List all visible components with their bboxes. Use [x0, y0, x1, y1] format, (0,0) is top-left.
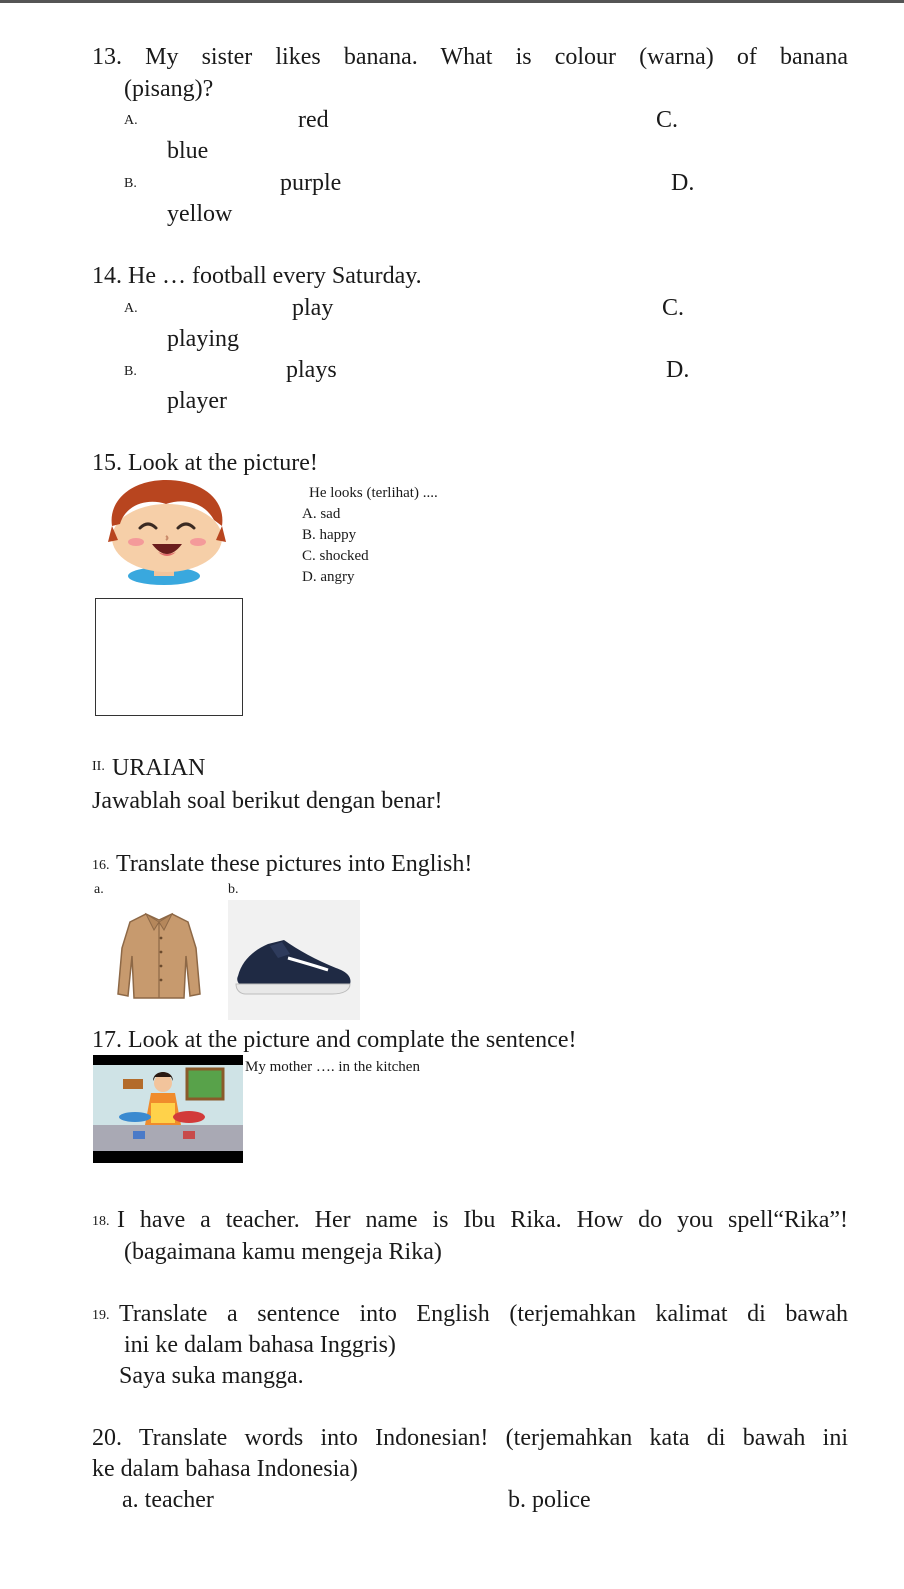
- section-instruction: Jawablah soal berikut dengan benar!: [92, 788, 443, 814]
- q14-option-c-letter: C.: [662, 295, 685, 321]
- q13-option-c-text[interactable]: blue: [167, 138, 209, 164]
- q15-option-d[interactable]: D. angry: [302, 569, 355, 585]
- q19-line1: Translate a sentence into English (terjemahkan kalimat di bawah: [119, 1301, 848, 1327]
- q20-item-a: a. teacher: [122, 1487, 214, 1513]
- q15-stem: 15. Look at the picture!: [92, 450, 318, 476]
- kitchen-cooking-illustration: [93, 1055, 243, 1163]
- q20-item-b: b. police: [508, 1487, 591, 1513]
- q15-option-c[interactable]: C. shocked: [302, 548, 369, 564]
- q17-stem: 17. Look at the picture and complate the sentence!: [92, 1027, 577, 1053]
- shoe-illustration: [232, 930, 356, 1000]
- q16-label-b: b.: [228, 882, 239, 897]
- happy-boy-illustration: [104, 480, 234, 595]
- q14-option-c-text[interactable]: playing: [167, 326, 239, 352]
- shirt-illustration: [116, 908, 202, 1000]
- q19-number: 19.: [92, 1308, 110, 1323]
- q13-option-a-letter: A.: [124, 113, 138, 128]
- q15-option-b[interactable]: B. happy: [302, 527, 357, 543]
- section-numeral: II.: [92, 759, 105, 774]
- q14-option-d-text[interactable]: player: [167, 388, 227, 414]
- q14-option-b-letter: B.: [124, 364, 137, 379]
- q13-option-d-text[interactable]: yellow: [167, 201, 233, 227]
- q13-option-c-letter: C.: [656, 107, 679, 133]
- q15-prompt: He looks (terlihat) ....: [309, 485, 438, 501]
- top-border: [0, 0, 904, 3]
- q19-line2: ini ke dalam bahasa Inggris): [124, 1332, 396, 1358]
- answer-box[interactable]: [95, 598, 243, 716]
- q15-option-a[interactable]: A. sad: [302, 506, 341, 522]
- q16-number: 16.: [92, 858, 110, 873]
- q14-stem: 14. He … football every Saturday.: [92, 263, 422, 289]
- q13-option-a-text[interactable]: red: [298, 107, 329, 133]
- q14-option-b-text[interactable]: plays: [286, 357, 337, 383]
- q18-line1: I have a teacher. Her name is Ibu Rika. How do you spell“Rika”!: [117, 1207, 848, 1233]
- q13-option-d-letter: D.: [671, 170, 695, 196]
- q14-option-a-text[interactable]: play: [292, 295, 334, 321]
- q14-option-a-letter: A.: [124, 301, 138, 316]
- q17-sentence: My mother …. in the kitchen: [245, 1059, 420, 1075]
- q14-option-d-letter: D.: [666, 357, 690, 383]
- q20-line2: ke dalam bahasa Indonesia): [92, 1456, 358, 1482]
- q13-option-b-text[interactable]: purple: [280, 170, 342, 196]
- q16-text: Translate these pictures into English!: [116, 851, 473, 877]
- q20-line1: 20. Translate words into Indonesian! (terjemahkan kata di bawah ini: [92, 1425, 848, 1451]
- q18-number: 18.: [92, 1214, 110, 1229]
- q18-line2: (bagaimana kamu mengeja Rika): [124, 1239, 442, 1265]
- q13-stem-line2: (pisang)?: [124, 76, 214, 102]
- q13-stem-line1: 13. My sister likes banana. What is colour (warna) of banana: [92, 44, 848, 70]
- q19-line3: Saya suka mangga.: [119, 1363, 304, 1389]
- q16-label-a: a.: [94, 882, 104, 897]
- q13-option-b-letter: B.: [124, 176, 137, 191]
- section-title: URAIAN: [112, 755, 206, 781]
